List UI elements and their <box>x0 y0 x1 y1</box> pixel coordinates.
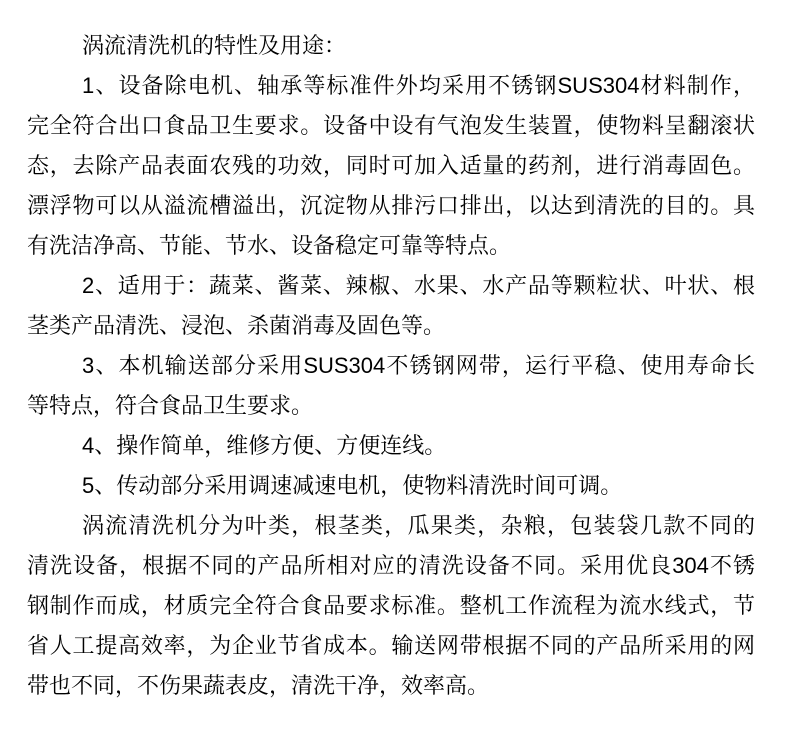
doc-heading: 涡流清洗机的特性及用途： <box>82 33 347 58</box>
doc-line-feature-3-end: 等特点，符合食品卫生要求。 <box>27 393 314 418</box>
doc-line-feature-1-cont: 完全符合出口食品卫生要求。设备中设有气泡发生装置，使物料呈翻滚状 <box>27 113 755 138</box>
doc-line-feature-1-end: 有洗洁净高、节能、节水、设备稳定可靠等特点。 <box>27 233 512 258</box>
doc-line-feature-4: 4、操作简单，维修方便、方便连线。 <box>82 433 447 458</box>
doc-line-summary-cont: 清洗设备，根据不同的产品所相对应的清洗设备不同。采用优良304不锈 <box>27 553 755 578</box>
doc-line-summary: 涡流清洗机分为叶类，根茎类，瓜果类，杂粮，包装袋几款不同的 <box>82 513 755 538</box>
doc-line-feature-1-cont: 态，去除产品表面农残的功效，同时可加入适量的药剂，进行消毒固色。 <box>27 153 755 178</box>
doc-line-feature-1: 1、设备除电机、轴承等标准件外均采用不锈钢SUS304材料制作， <box>82 73 755 98</box>
doc-line-summary-cont: 钢制作而成，材质完全符合食品要求标准。整机工作流程为流水线式，节 <box>27 593 755 618</box>
doc-line-summary-cont: 省人工提高效率，为企业节省成本。输送网带根据不同的产品所采用的网 <box>27 633 755 658</box>
doc-line-feature-2: 2、适用于：蔬菜、酱菜、辣椒、水果、水产品等颗粒状、叶状、根 <box>82 273 755 298</box>
doc-line-feature-3: 3、本机输送部分采用SUS304不锈钢网带，运行平稳、使用寿命长 <box>82 353 755 378</box>
doc-line-summary-end: 带也不同，不伤果蔬表皮，清洗干净，效率高。 <box>27 673 490 698</box>
doc-line-feature-2-end: 茎类产品清洗、浸泡、杀菌消毒及固色等。 <box>27 313 446 338</box>
doc-line-feature-5: 5、传动部分采用调速减速电机，使物料清洗时间可调。 <box>82 473 623 498</box>
product-description-document <box>27 0 755 706</box>
doc-line-feature-1-cont: 漂浮物可以从溢流槽溢出，沉淀物从排污口排出，以达到清洗的目的。具 <box>27 193 755 218</box>
